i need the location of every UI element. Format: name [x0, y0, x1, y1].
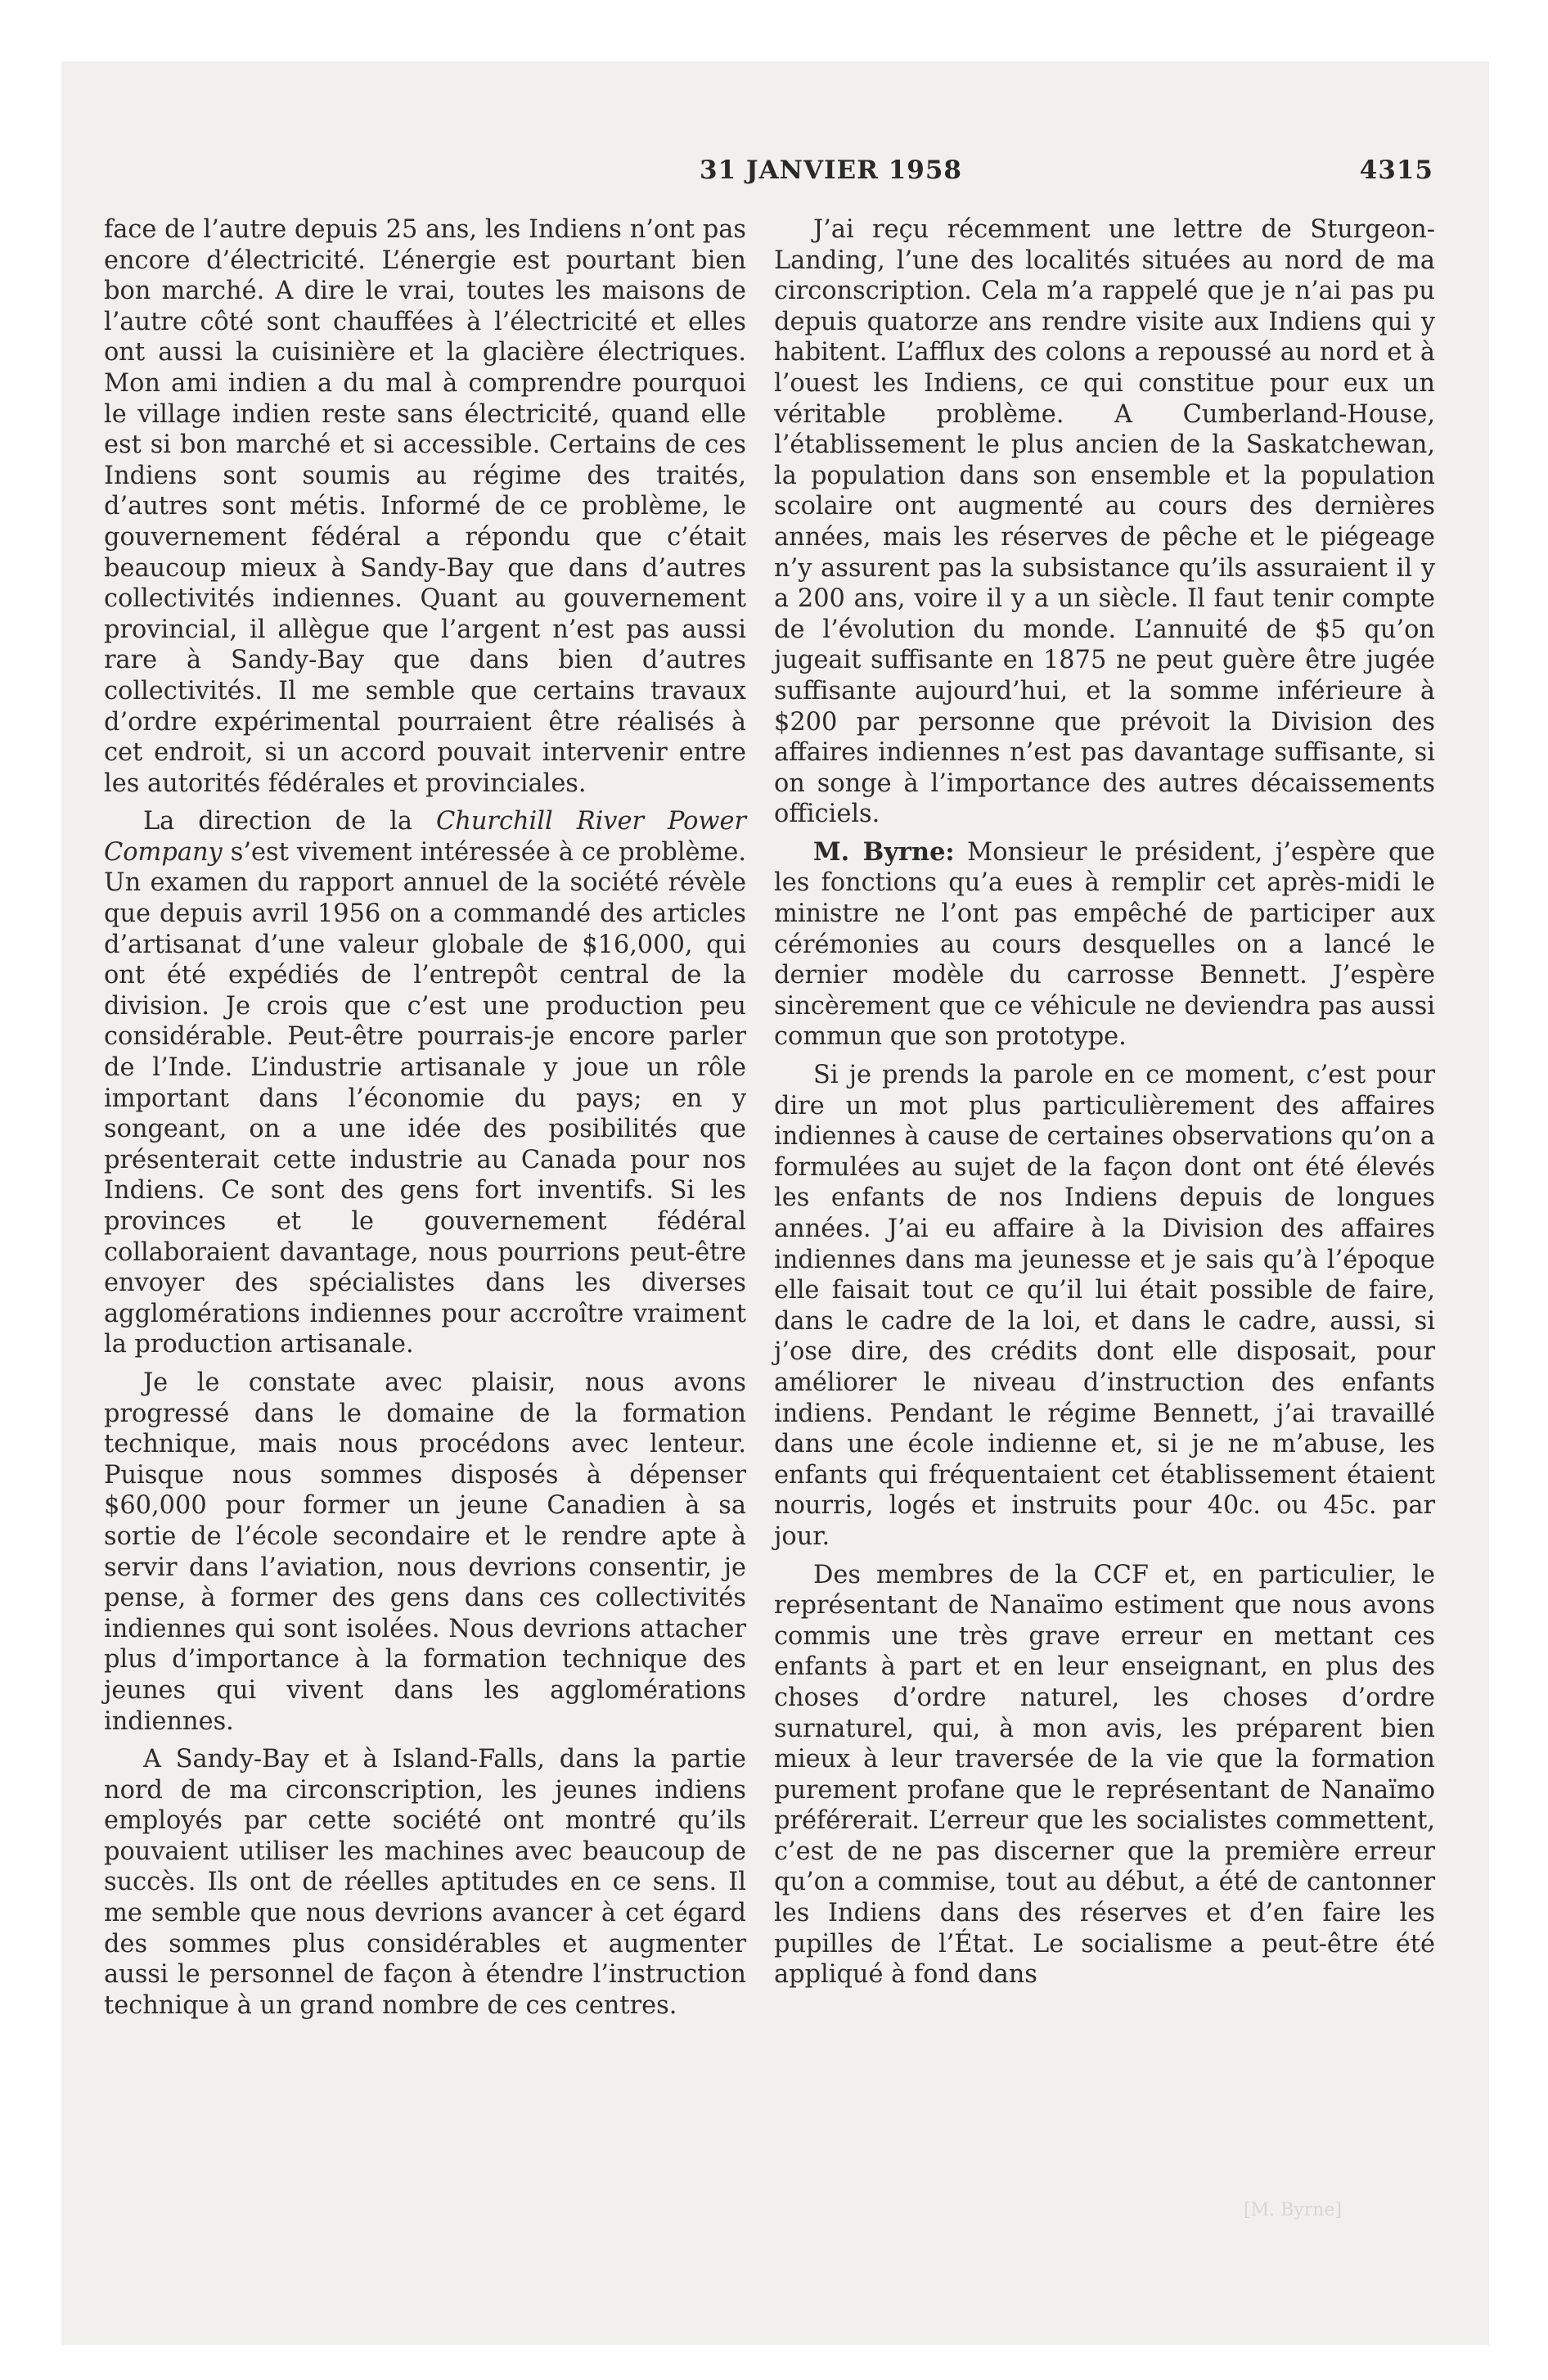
bleed-through-text: [M. Byrne]: [1244, 2200, 1342, 2220]
paragraph: Des membres de la CCF et, en particulier, le représentant de Nanaïmo estiment que nous avons commis une très grave erreur en mettant ces enfants à part et en leur enseignant, en plus des choses d’ordre naturel, les choses d’ordre surnaturel, qui, à mon avis, les préparent bien mieux à leur traversée de la vie que la formation purement profane que le représentant de Nanaïmo préférerait. L’erreur que les socialistes commettent, c’est de ne pas discerner que la première erreur qu’on a commise, tout au début, a été de cantonner les Indiens dans des réserves et d’en faire les pupilles de l’État. Le socialisme a peut-être été appliqué à fond dans: [774, 1560, 1435, 1990]
paragraph: A Sandy-Bay et à Island-Falls, dans la partie nord de ma circonscription, les jeunes indiens employés par cette société ont montré qu’ils pouvaient utiliser les machines avec beaucoup de succès. Ils ont de réelles aptitudes en ce sens. Il me semble que nous devrions avancer à cet égard des sommes plus considérables et augmenter aussi le personnel de façon à étendre l’instruction technique à un grand nombre de ces centres.: [104, 1745, 746, 2020]
page-number: 4315: [1359, 156, 1433, 185]
header-date: 31 JANVIER 1958: [700, 156, 963, 185]
paragraph: J’ai reçu récemment une lettre de Sturgeon-Landing, l’une des localités situées au nord de ma circonscription. Cela m’a rappelé que je n’ai pas pu depuis quatorze ans rendre visite aux Indiens qui y habitent. L’afflux des colons a repoussé au nord et à l’ouest les Indiens, ce qui constitue pour eux un véritable problème. A Cumberland-House, l’établissement le plus ancien de la Saskatchewan, la population dans son ensemble et la population scolaire ont augmenté au cours des dernières années, mais les réserves de pêche et le piégeage n’y assurent pas la subsistance qu’ils assuraient il y a 200 ans, voire il y a un siècle. Il faut tenir compte de l’évolution du monde. L’annuité de $5 qu’on jugeait suffisante en 1875 ne peut guère être jugée suffisante aujourd’hui, et la somme inférieure à $200 par personne que prévoit la Division des affaires indiennes n’est pas davantage suffisante, si on songe à l’importance des autres décaissements officiels.: [774, 215, 1435, 829]
company-name: Churchill River Power Company: [104, 807, 746, 867]
paragraph-text: Monsieur le président, j’espère que les fonctions qu’a eues à remplir cet après-midi le ministre ne l’ont pas empêché de participer aux cérémonies au cours desquelles on a lancé le dernier modèle du carrosse Bennett. J’espère sincèrement que ce véhicule ne deviendra pas aussi commun que son prototype.: [774, 837, 1435, 1052]
paragraph: Si je prends la parole en ce moment, c’est pour dire un mot plus particulièrement des affaires indiennes à cause de certaines observations qu’on a formulées au sujet de la façon dont ont été élevés les enfants de nos Indiens depuis de longues années. J’ai eu affaire à la Division des affaires indiennes dans ma jeunesse et je sais qu’à l’époque elle faisait tout ce qu’il lui était possible de faire, dans le cadre de la loi, et dans le cadre, aussi, si j’ose dire, des crédits dont elle disposait, pour améliorer le niveau d’instruction des enfants indiens. Pendant le régime Bennett, j’ai travaillé dans une école indienne et, si je ne m’abuse, les enfants qui fréquentaient cet établissement étaient nourris, logés et instruits pour 40c. ou 45c. par jour.: [774, 1061, 1435, 1551]
speaker-name: M. Byrne:: [813, 836, 955, 867]
paragraph-prefix: La direction de la: [143, 807, 437, 836]
paragraph: Je le constate avec plaisir, nous avons progressé dans le domaine de la formation technique, mais nous procédons avec lenteur. Puisque nous sommes disposés à dépenser $60,000 pour former un jeune Canadien à sa sortie de l’école secondaire et le rendre apte à servir dans l’aviation, nous devrions consentir, je pense, à former des gens dans ces collectivités indiennes qui sont isolées. Nous devrions attacher plus d’importance à la formation technique des jeunes qui vivent dans les agglomérations indiennes.: [104, 1368, 746, 1736]
paragraph: [104, 806, 746, 1360]
speaker-paragraph: [774, 837, 1435, 1053]
paragraph: face de l’autre depuis 25 ans, les Indiens n’ont pas encore d’électricité. L’énergie est pourtant bien bon marché. A dire le vrai, toutes les maisons de l’autre côté sont chauffées à l’électricité et elles ont aussi la cuisinière et la glacière électriques. Mon ami indien a du mal à comprendre pourquoi le village indien reste sans électricité, quand elle est si bon marché et si accessible. Certains de ces Indiens sont soumis au régime des traités, d’autres sont métis. Informé de ce problème, le gouvernement fédéral a répondu que c’était beaucoup mieux à Sandy-Bay que dans d’autres collectivités indiennes. Quant au gouvernement provincial, il allègue que l’argent n’est pas aussi rare à Sandy-Bay que dans bien d’autres collectivités. Il me semble que certains travaux d’ordre expérimental pourraient être réalisés à cet endroit, si un accord pouvait intervenir entre les autorités fédérales et provinciales.: [104, 215, 746, 798]
paragraph-text: s’est vivement intéressée à ce problème. Un examen du rapport annuel de la société révèle que depuis avril 1956 on a commandé des articles d’artisanat d’une valeur globale de $16,000, qui ont été expédiés de l’entrepôt central de la division. Je crois que c’est une production peu considérable. Peut-être pourrais-je encore parler de l’Inde. L’industrie artisanale y joue un rôle important dans l’économie du pays; en y songeant, on a une idée des posibilités que présenterait cette industrie au Canada pour nos Indiens. Ce sont des gens fort inventifs. Si les provinces et le gouvernement fédéral collaboraient davantage, nous pourrions peut-être envoyer des spécialistes dans les diverses agglomérations indiennes pour accroître vraiment la production artisanale.: [104, 837, 746, 1359]
right-column: [774, 214, 1435, 1990]
page-header: [61, 156, 1489, 196]
left-column: [104, 214, 746, 2021]
